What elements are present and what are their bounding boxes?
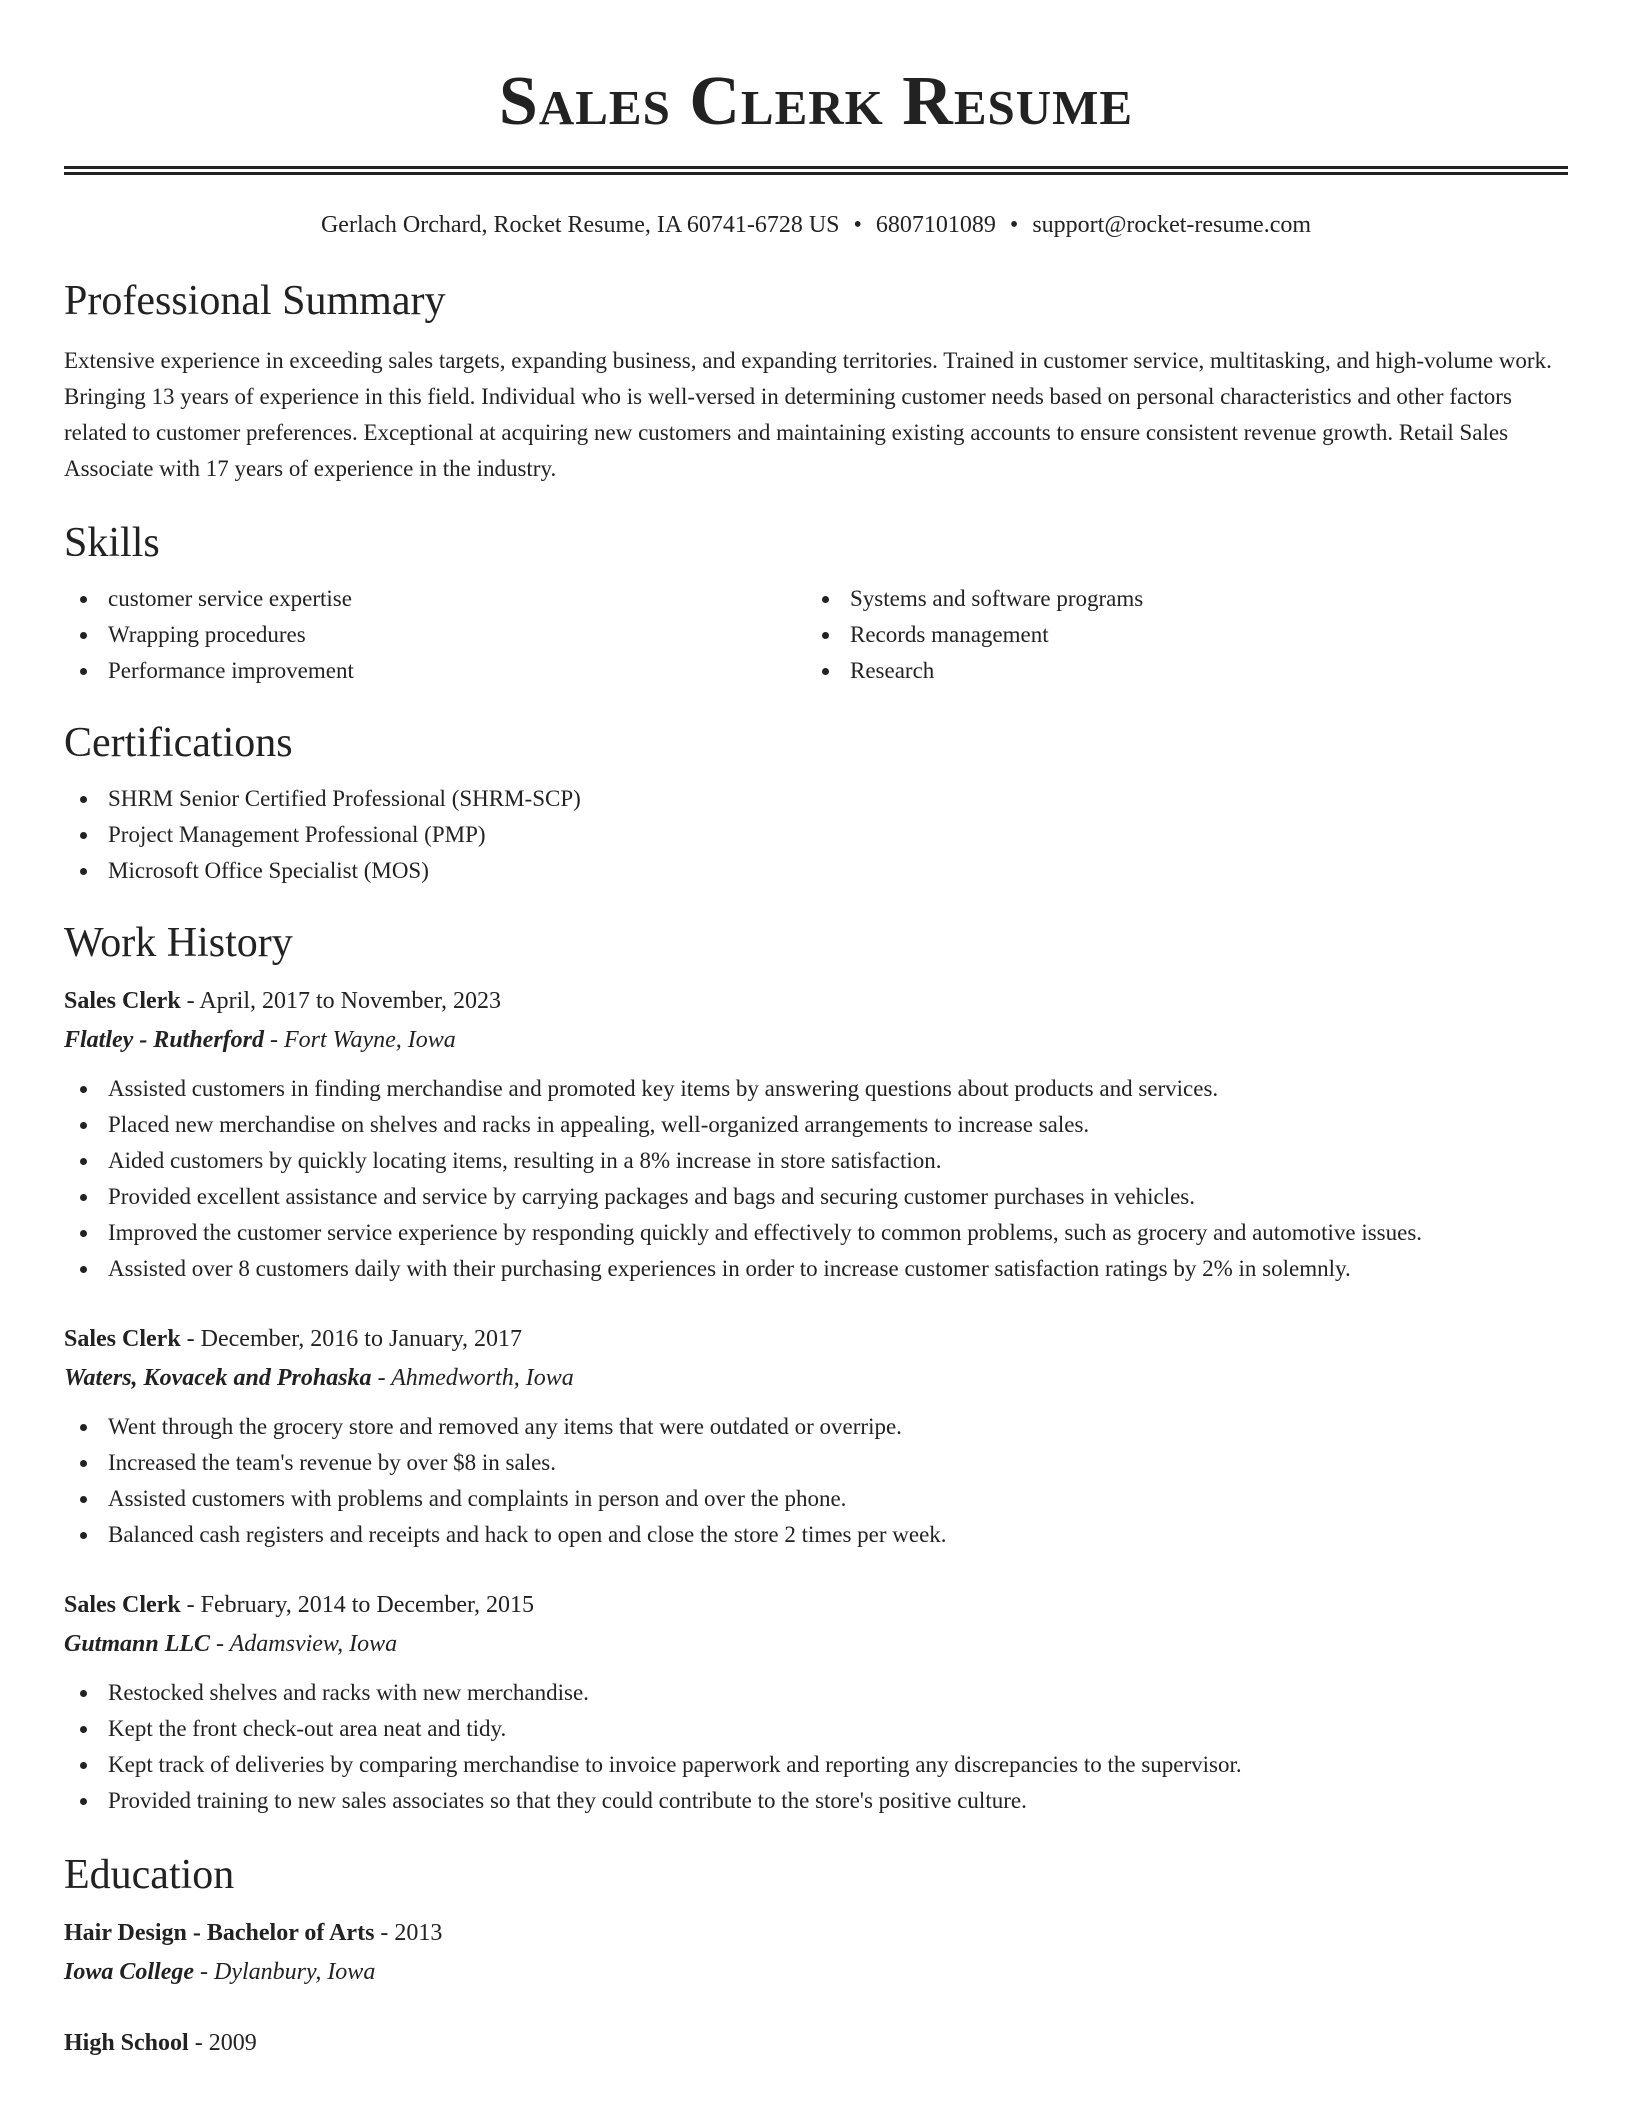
skills-list-right [806, 581, 1548, 689]
job-entry [64, 1585, 1568, 1819]
job-title: Sales Clerk [64, 1592, 181, 1618]
job-entry [64, 981, 1568, 1287]
contact-address: Gerlach Orchard, Rocket Resume, IA 60741-6728 US [320, 212, 840, 238]
education-entry [64, 1913, 1568, 1991]
summary-text: Extensive experience in exceeding sales targets, expanding business, and expanding territories. Trained in customer service, multitasking, and high-volume work. Bringing 13 years of experience in this field. Individual who is well-versed in determining customer needs based on personal characteristics and other factors related to customer preferences. Exceptional at acquiring new customers and maintaining existing accounts to ensure consistent revenue growth. Retail Sales Associate with 17 years of experience in the industry. [64, 348, 1552, 481]
education-degree: High School [64, 2030, 189, 2056]
contact-line [64, 209, 1568, 241]
job-bullet: Improved the customer service experience by responding quickly and effectively to common problems, such as grocery and automotive issues. [64, 1215, 1568, 1251]
contact-email: support@rocket-resume.com [1032, 212, 1312, 238]
job-bullet: Assisted customers in finding merchandise and promoted key items by answering questions about products and services. [64, 1071, 1568, 1107]
job-bullet: Aided customers by quickly locating items, resulting in a 8% increase in store satisfaction. [64, 1143, 1568, 1179]
education-location: - Dylanbury, Iowa [194, 1959, 376, 1985]
job-location: - Ahmedworth, Iowa [371, 1365, 574, 1391]
section-heading: Work History [64, 920, 293, 966]
job-bullet: Assisted customers with problems and complaints in person and over the phone. [64, 1481, 1568, 1517]
section-work-history [64, 917, 1568, 1819]
job-bullets [64, 1071, 1568, 1287]
job-entry [64, 1319, 1568, 1553]
skills-list-left [64, 581, 806, 689]
job-bullet: Assisted over 8 customers daily with their purchasing experiences in order to increase customer satisfaction ratings by 2% in solemnly. [64, 1251, 1568, 1287]
job-dates: - February, 2014 to December, 2015 [180, 1592, 535, 1618]
job-title-line [64, 1319, 1568, 1359]
job-title: Sales Clerk [64, 988, 181, 1014]
job-bullets [64, 1409, 1568, 1553]
job-title-line [64, 1585, 1568, 1625]
job-dates: - December, 2016 to January, 2017 [180, 1326, 523, 1352]
skill-item: Systems and software programs [806, 581, 1548, 617]
certification-item: Project Management Professional (PMP) [64, 817, 1568, 853]
section-heading: Education [64, 1852, 235, 1898]
certification-item: SHRM Senior Certified Professional (SHRM-SCP) [64, 781, 1568, 817]
section-education [64, 1849, 1568, 2063]
section-heading: Professional Summary [64, 278, 446, 324]
job-employer-line [64, 1021, 1568, 1059]
skills-columns [64, 581, 1568, 689]
resume-title: Sales Clerk Resume [498, 63, 1134, 140]
job-employer-line [64, 1625, 1568, 1663]
title-double-rule [64, 166, 1568, 175]
job-bullet: Provided training to new sales associates so that they could contribute to the store's positive culture. [64, 1783, 1568, 1819]
job-bullets [64, 1675, 1568, 1819]
skill-item: Wrapping procedures [64, 617, 806, 653]
job-bullet: Provided excellent assistance and service by carrying packages and bags and securing customer purchases in vehicles. [64, 1179, 1568, 1215]
certification-item: Microsoft Office Specialist (MOS) [64, 853, 1568, 889]
job-bullet: Placed new merchandise on shelves and racks in appealing, well-organized arrangements to increase sales. [64, 1107, 1568, 1143]
job-location: - Fort Wayne, Iowa [264, 1027, 456, 1053]
job-dates: - April, 2017 to November, 2023 [180, 988, 502, 1014]
job-employer-line [64, 1359, 1568, 1397]
education-school: Iowa College [64, 1959, 194, 1985]
section-heading: Certifications [64, 720, 293, 766]
education-school-line [64, 1953, 1568, 1991]
section-certifications [64, 717, 1568, 889]
job-bullet: Kept the front check-out area neat and tidy. [64, 1711, 1568, 1747]
job-location: - Adamsview, Iowa [210, 1631, 398, 1657]
job-employer: Waters, Kovacek and Prohaska [64, 1365, 372, 1391]
job-employer: Flatley - Rutherford [64, 1027, 265, 1053]
education-year: - 2009 [188, 2030, 257, 2056]
education-entry [64, 2023, 1568, 2063]
contact-separator: • [853, 212, 862, 238]
skill-item: Performance improvement [64, 653, 806, 689]
skill-item: Records management [806, 617, 1548, 653]
contact-phone: 6807101089 [875, 212, 996, 238]
job-title: Sales Clerk [64, 1326, 181, 1352]
skill-item: Research [806, 653, 1548, 689]
job-bullet: Restocked shelves and racks with new merchandise. [64, 1675, 1568, 1711]
section-skills [64, 517, 1568, 689]
education-degree: Hair Design - Bachelor of Arts [64, 1920, 375, 1946]
job-bullet: Kept track of deliveries by comparing merchandise to invoice paperwork and reporting any discrepancies to the supervisor. [64, 1747, 1568, 1783]
job-bullet: Went through the grocery store and removed any items that were outdated or overripe. [64, 1409, 1568, 1445]
job-bullet: Increased the team's revenue by over $8 in sales. [64, 1445, 1568, 1481]
skill-item: customer service expertise [64, 581, 806, 617]
education-year: - 2013 [374, 1920, 443, 1946]
education-degree-line [64, 1913, 1568, 1953]
job-bullet: Balanced cash registers and receipts and hack to open and close the store 2 times per week. [64, 1517, 1568, 1553]
job-title-line [64, 981, 1568, 1021]
education-degree-line [64, 2023, 1568, 2063]
job-employer: Gutmann LLC [64, 1631, 211, 1657]
section-heading: Skills [64, 520, 160, 566]
certifications-list [64, 781, 1568, 889]
contact-separator: • [1009, 212, 1019, 238]
section-professional-summary [64, 275, 1568, 487]
